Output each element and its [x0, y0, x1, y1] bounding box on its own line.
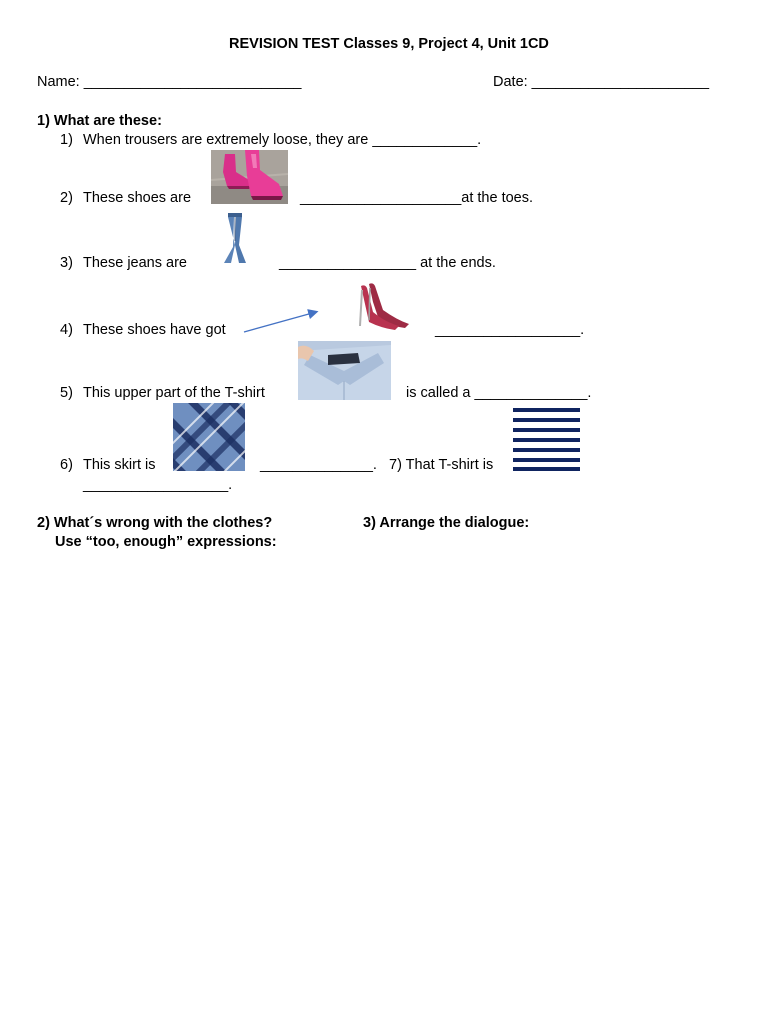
- q1-number: 1): [60, 132, 73, 148]
- q4-number: 4): [60, 322, 73, 338]
- section2-subheading: Use “too, enough” expressions:: [55, 534, 277, 550]
- date-field-label: Date: ______________________: [493, 74, 710, 90]
- q3-blank: _________________ at the ends.: [279, 255, 496, 271]
- section3-heading: 3) Arrange the dialogue:: [363, 515, 530, 531]
- q7-text: 7) That T-shirt is: [389, 457, 494, 473]
- pink-boots-image: [211, 150, 288, 204]
- q1-text: When trousers are extremely loose, they are _____________.: [83, 132, 482, 148]
- q5-text: This upper part of the T-shirt: [83, 385, 265, 401]
- q5-blank: is called a ______________.: [406, 385, 592, 401]
- q5-number: 5): [60, 385, 73, 401]
- q2-text: These shoes are: [83, 190, 192, 206]
- q6-text: This skirt is: [83, 457, 156, 473]
- page-title: REVISION TEST Classes 9, Project 4, Unit 1CD: [229, 36, 549, 52]
- tartan-fabric-image: [173, 403, 245, 471]
- q6-continuation-blank: __________________.: [83, 477, 233, 493]
- shirt-collar-image: [298, 341, 391, 400]
- q2-blank: ____________________at the toes.: [300, 190, 534, 206]
- red-heels-image: [353, 280, 413, 332]
- q4-blank: __________________.: [435, 322, 585, 338]
- q6-blank: ______________.: [260, 457, 377, 473]
- navy-stripes-image: [513, 406, 580, 471]
- q3-number: 3): [60, 255, 73, 271]
- q2-number: 2): [60, 190, 73, 206]
- section2-heading: 2) What´s wrong with the clothes?: [37, 515, 273, 531]
- name-field-label: Name: ___________________________: [37, 74, 302, 90]
- arrow-pointer-icon: [240, 305, 324, 337]
- q6-number: 6): [60, 457, 73, 473]
- q4-text: These shoes have got: [83, 322, 226, 338]
- q3-text: These jeans are: [83, 255, 187, 271]
- flared-jeans-image: [220, 211, 250, 265]
- section1-heading: 1) What are these:: [37, 113, 162, 129]
